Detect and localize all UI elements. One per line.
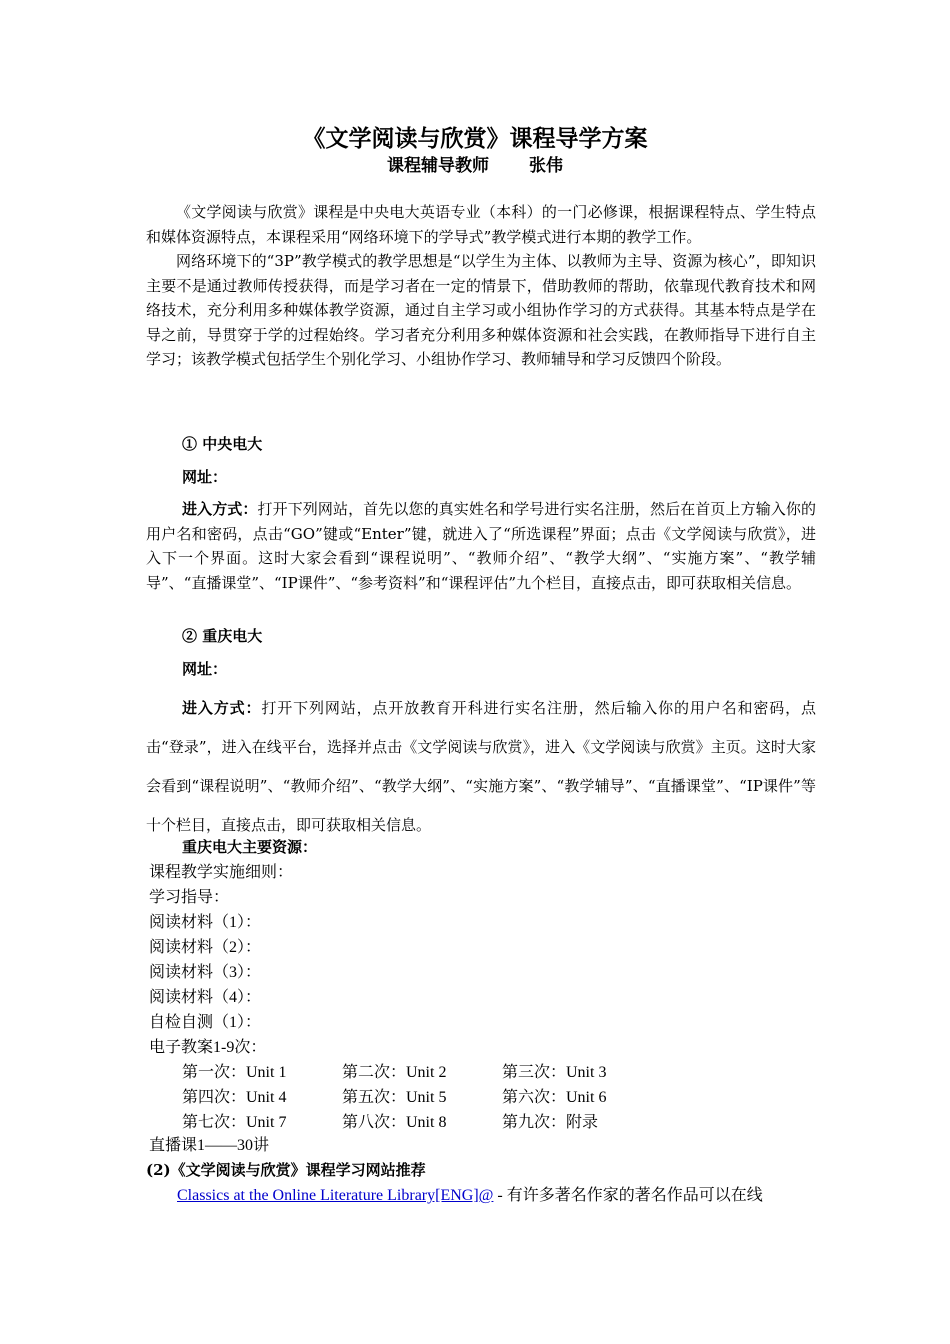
lesson-cell: 第一次：Unit 1	[182, 1064, 287, 1081]
list-item: 阅读材料（4）：	[149, 989, 262, 1006]
lesson-cell: 第八次：Unit 8	[342, 1114, 447, 1131]
intro-paragraph-2: 网络环境下的“3P”教学模式的教学思想是“以学生为主体、以教师为主导、资源为核心”，即知识主要不是通过教师传授获得，而是学习者在一定的情景下，借助教师的帮助，依靠现代教育技术和网络技术，充分利用多种媒体教学资源，通过自主学习或小组协作学习的方式获得。其基本特点是学在导之前，导贯穿于学的过程始终。学习者充分利用多种媒体资源和社会实践，在教师指导下进行自主学习；该教学模式包括学生个别化学习、小组协作学习、教师辅导和学习反馈四个阶段。	[146, 252, 816, 368]
website-description: - 有许多著名作家的著名作品可以在线	[493, 1187, 763, 1204]
section1-access-paragraph	[146, 497, 816, 595]
section2-access-paragraph	[146, 689, 816, 845]
section2-heading: ② 重庆电大	[182, 627, 263, 645]
document-title: 《文学阅读与欣赏》课程导学方案	[302, 125, 648, 152]
section2-access-text: 打开下列网站，点开放教育开科进行实名注册，然后输入你的用户名和密码，点击“登录”，进入在线平台，选择并点击《文学阅读与欣赏》，进入《文学阅读与欣赏》主页。这时大家会看到“课程说明”、“教师介绍”、“教学大纲”、“实施方案”、“教学辅导”、“直播课堂”、“IP课件”等十个栏目，直接点击，即可获取相关信息。	[146, 699, 816, 834]
teacher-role: 课程辅导教师	[387, 156, 489, 176]
list-item: 阅读材料（2）：	[149, 939, 262, 956]
website-recommendation	[177, 1183, 763, 1208]
teacher-name: 张伟	[529, 156, 563, 176]
lesson-cell: 第五次：Unit 5	[342, 1089, 447, 1106]
resources-title: 重庆电大主要资源：	[182, 838, 318, 856]
lesson-cell: 第六次：Unit 6	[502, 1089, 607, 1106]
section1-access-label: 进入方式：	[182, 500, 258, 518]
list-item: 阅读材料（3）：	[149, 964, 262, 981]
list-item: 电子教案1-9次：	[149, 1039, 267, 1056]
lesson-row	[182, 1060, 662, 1085]
lesson-cell: 第四次：Unit 4	[182, 1089, 287, 1106]
websites-heading: (2)《文学阅读与欣赏》课程学习网站推荐	[146, 1161, 426, 1179]
section1-heading: ① 中央电大	[182, 435, 263, 453]
lesson-cell: 第三次：Unit 3	[502, 1064, 607, 1081]
lesson-cell: 第七次：Unit 7	[182, 1114, 287, 1131]
section1-url-label: 网址：	[182, 468, 228, 486]
lesson-grid	[182, 1060, 662, 1135]
live-course-item: 直播课1——30讲	[149, 1137, 270, 1154]
list-item: 课程教学实施细则：	[149, 864, 294, 881]
section2-access-label: 进入方式：	[182, 699, 262, 717]
document-subtitle	[0, 151, 950, 176]
lesson-cell: 第九次：附录	[502, 1114, 599, 1131]
list-item: 自检自测（1）：	[149, 1014, 262, 1031]
lesson-row	[182, 1085, 662, 1110]
list-item: 学习指导：	[149, 889, 230, 906]
section1-access-text: 打开下列网站，首先以您的真实姓名和学号进行实名注册，然后在首页上方输入你的用户名和密码，点击“GO”键或“Enter”键，就进入了“所选课程”界面；点击《文学阅读与欣赏》，进入下一个界面。这时大家会看到“课程说明”、“教师介绍”、“教学大纲”、“实施方案”、“教学辅导”、“直播课堂”、“IP课件”、“参考资料”和“课程评估”九个栏目，直接点击，即可获取相关信息。	[146, 500, 816, 592]
lesson-cell: 第二次：Unit 2	[342, 1064, 447, 1081]
lesson-row	[182, 1110, 662, 1135]
resources-list	[149, 860, 293, 1060]
section2-url-label: 网址：	[182, 660, 228, 678]
intro-paragraph-1: 《文学阅读与欣赏》课程是中央电大英语专业（本科）的一门必修课，根据课程特点、学生特点和媒体资源特点，本课程采用“网络环境下的学导式”教学模式进行本期的教学工作。	[146, 203, 816, 246]
classics-library-link[interactable]: Classics at the Online Literature Library[ENG]@	[177, 1187, 494, 1204]
list-item: 阅读材料（1）：	[149, 914, 262, 931]
